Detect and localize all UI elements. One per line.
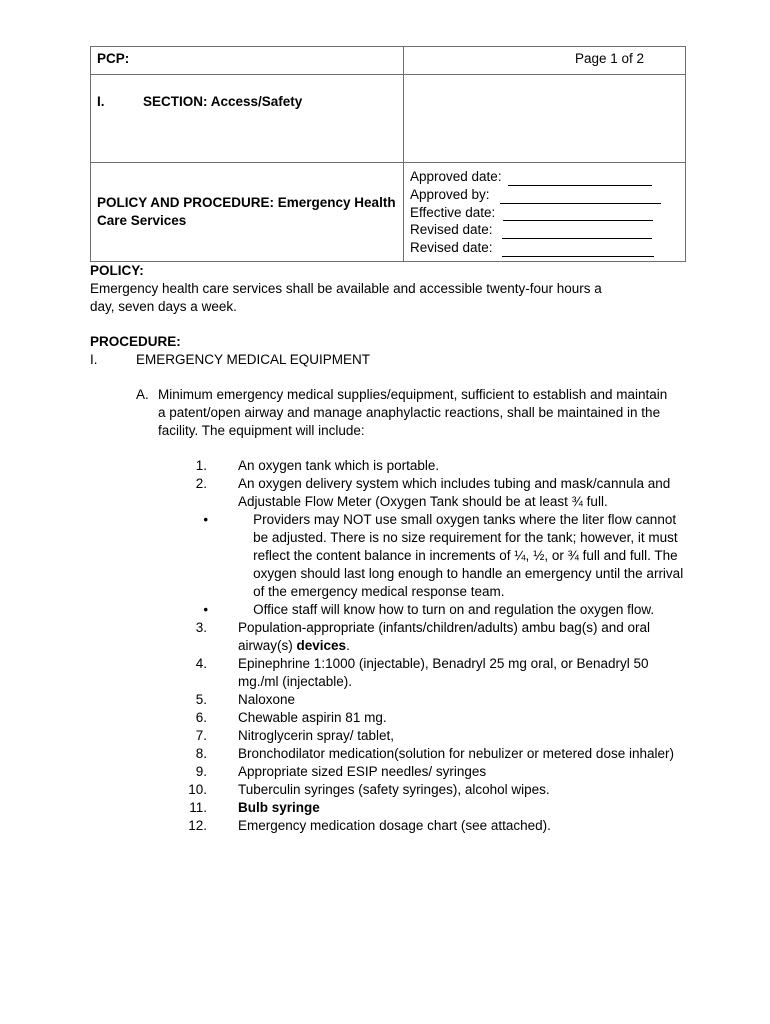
bullet-item: • Office staff will know how to turn on and regulation the oxygen flow.: [90, 601, 690, 619]
procedure-section-number: I.: [90, 352, 98, 367]
list-item: 2. An oxygen delivery system which includes tubing and mask/cannula and Adjustable Flow Meter (Oxygen Tank should be at least ¾ full.: [195, 476, 671, 509]
pcp-label: PCP:: [91, 47, 404, 75]
list-item: 1. An oxygen tank which is portable.: [195, 458, 440, 473]
approved-by-line: [410, 186, 685, 204]
list-item: 12. Emergency medication dosage chart (see attached).: [188, 818, 551, 833]
bullet-glyph: •: [203, 602, 209, 617]
procedure-heading: PROCEDURE:: [90, 334, 181, 349]
list-item: 7. Nitroglycerin spray/ tablet,: [195, 728, 395, 743]
empty-cell: [404, 75, 686, 163]
effective-date-line: [410, 204, 685, 222]
section-heading: [91, 75, 404, 163]
revised-date-blank-1[interactable]: [502, 226, 652, 239]
procedure-section-title: EMERGENCY MEDICAL EQUIPMENT: [136, 352, 371, 367]
effective-date-blank[interactable]: [503, 208, 653, 221]
procedure-section: [90, 351, 690, 369]
page-number: Page 1 of 2: [404, 47, 686, 75]
revised-date-line-2: [410, 239, 685, 257]
policy-text: Emergency health care services shall be available and accessible twenty-four hours a day, seven days a week.: [90, 281, 602, 314]
bullet-item: • Providers may NOT use small oxygen tanks where the liter flow cannot be adjusted. There is no size requirement for the tank; however, it must reflect the content balance in increments of ¼, ½, or ¾ full and full. The oxygen should last long enough to handle an emergency until the arrival of the emergency medical response team.: [90, 511, 690, 601]
approved-by-blank[interactable]: [500, 191, 661, 204]
procedure-item-a: [90, 386, 690, 440]
effective-date-label: Effective date:: [410, 204, 496, 220]
revised-date-label-2: Revised date:: [410, 240, 493, 256]
document-body: [90, 262, 690, 835]
list-item: 8. Bronchodilator medication(solution for nebulizer or metered dose inhaler): [195, 746, 674, 761]
revised-date-line-1: [410, 221, 685, 239]
list-item: 9. Appropriate sized ESIP needles/ syringes: [195, 764, 487, 779]
approved-by-label: Approved by:: [410, 186, 490, 202]
list-item: 4. Epinephrine 1:1000 (injectable), Benadryl 25 mg oral, or Benadryl 50 mg./ml (injectable).: [195, 656, 649, 689]
revised-date-blank-2[interactable]: [502, 244, 654, 257]
policy-heading: POLICY:: [90, 263, 144, 278]
policy-title: POLICY AND PROCEDURE: Emergency Health Care Services: [91, 163, 404, 262]
list-item: 10. Tuberculin syringes (safety syringes), alcohol wipes.: [188, 782, 550, 797]
equipment-list: [90, 457, 690, 835]
approved-date-blank[interactable]: [508, 173, 652, 186]
list-item: 3. Population-appropriate (infants/children/adults) ambu bag(s) and oral airway(s) devices.: [195, 620, 650, 653]
header-table: [90, 46, 686, 262]
approved-date-line: [410, 168, 685, 186]
list-item: 6. Chewable aspirin 81 mg.: [195, 710, 387, 725]
item-a-text: Minimum emergency medical supplies/equipment, sufficient to establish and maintain a patent/open airway and manage anaphylactic reactions, shall be maintained in the facility. The equipment will include:: [158, 387, 668, 438]
approved-date-label: Approved date:: [410, 169, 502, 184]
section-number: I.: [97, 94, 105, 109]
section-title: SECTION: Access/Safety: [143, 94, 303, 109]
revised-date-label-1: Revised date:: [410, 222, 493, 238]
item-a-label: A.: [136, 387, 149, 402]
approval-block: [404, 163, 686, 262]
list-item: 5. Naloxone: [195, 692, 296, 707]
list-item: 11. Bulb syringe: [189, 800, 320, 815]
bullet-glyph: •: [203, 512, 209, 527]
